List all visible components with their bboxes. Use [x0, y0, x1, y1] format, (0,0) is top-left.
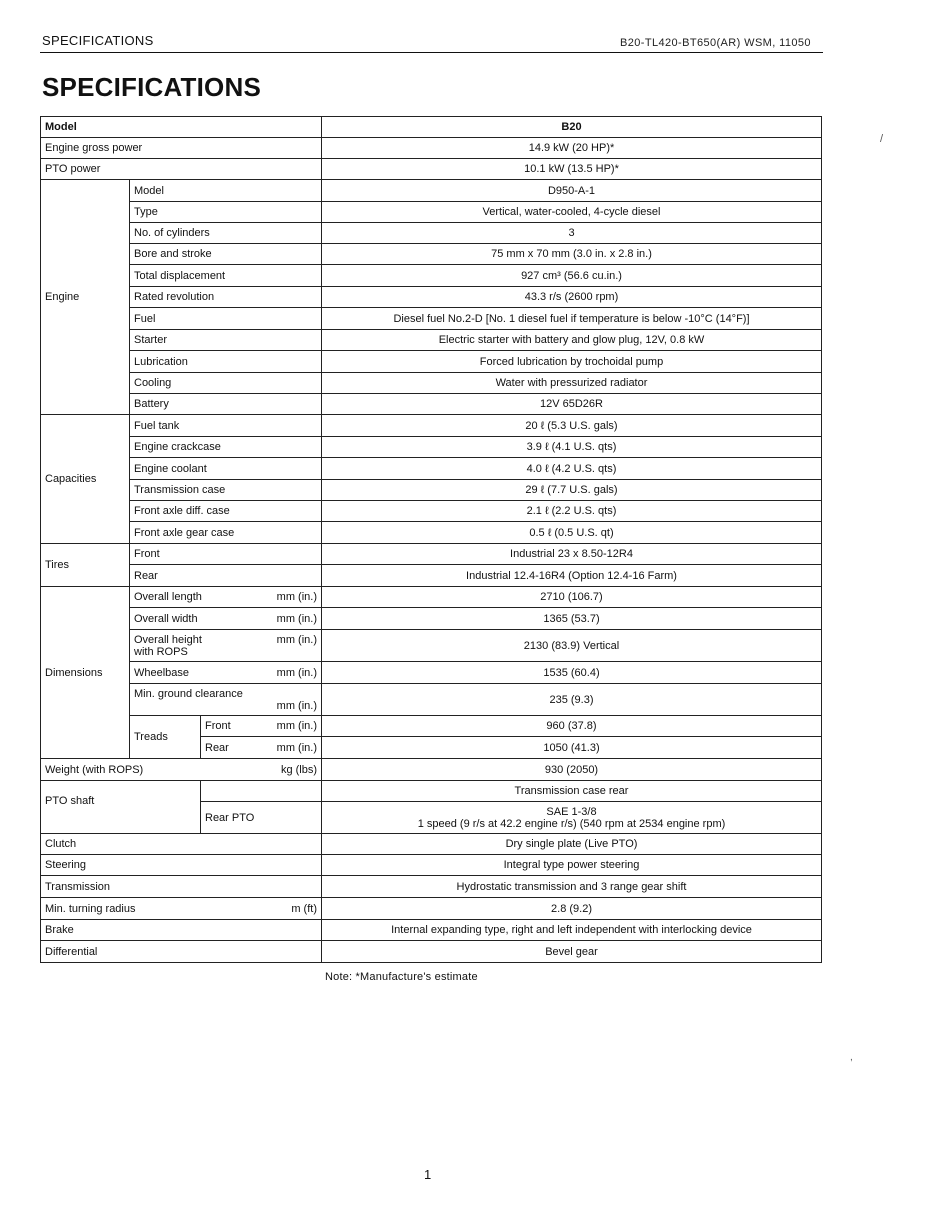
engine-group-label: Engine — [41, 180, 130, 415]
tire-rear-label: Rear — [130, 565, 322, 587]
table-row — [41, 716, 822, 737]
overall-length-label: Overall length — [134, 591, 202, 603]
ground-clearance-value: 235 (9.3) — [322, 684, 822, 716]
rated-revolution-value: 43.3 r/s (2600 rpm) — [322, 287, 822, 308]
engine-gross-power-value: 14.9 kW (20 HP)* — [322, 138, 822, 159]
treads-label: Treads — [130, 716, 201, 759]
wheelbase-value: 1535 (60.4) — [322, 662, 822, 684]
fuel-tank-label: Fuel tank — [130, 415, 322, 437]
model-header-label: Model — [41, 117, 322, 138]
table-row — [41, 394, 822, 415]
turning-radius-value: 2.8 (9.2) — [322, 898, 822, 920]
table-row — [41, 458, 822, 480]
bore-stroke-label: Bore and stroke — [130, 244, 322, 265]
rear-pto-value-1: SAE 1-3/8 — [546, 805, 597, 818]
specifications-table — [40, 116, 822, 963]
lubrication-value: Forced lubrication by trochoidal pump — [322, 351, 822, 373]
transmission-label: Transmission — [41, 876, 322, 898]
table-row — [41, 351, 822, 373]
engine-type-value: Vertical, water-cooled, 4-cycle diesel — [322, 202, 822, 223]
engine-type-label: Type — [130, 202, 322, 223]
fuel-value: Diesel fuel No.2-D [No. 1 diesel fuel if temperature is below -10°C (14°F)] — [322, 308, 822, 330]
table-row — [41, 480, 822, 501]
pto-power-label: PTO power — [41, 159, 322, 180]
lubrication-label: Lubrication — [130, 351, 322, 373]
page-number: 1 — [424, 1167, 432, 1182]
bore-stroke-value: 75 mm x 70 mm (3.0 in. x 2.8 in.) — [322, 244, 822, 265]
front-axle-diff-value: 2.1 ℓ (2.2 U.S. qts) — [322, 501, 822, 522]
transmission-case-value: 29 ℓ (7.7 U.S. gals) — [322, 480, 822, 501]
weight-label: Weight (with ROPS) — [45, 763, 144, 776]
tread-front-value: 960 (37.8) — [322, 716, 822, 737]
overall-height-label: Overall height — [134, 633, 202, 646]
overall-length-value: 2710 (106.7) — [322, 587, 822, 608]
brake-value: Internal expanding type, right and left independent with interlocking device — [322, 920, 822, 941]
displacement-value: 927 cm³ (56.6 cu.in.) — [322, 265, 822, 287]
scan-mark: , — [850, 1052, 853, 1063]
header-section-title: SPECIFICATIONS — [42, 33, 154, 48]
overall-width-value: 1365 (53.7) — [322, 608, 822, 630]
table-row — [41, 180, 822, 202]
weight-unit-label: kg (lbs) — [280, 763, 317, 776]
engine-coolant-label: Engine coolant — [130, 458, 322, 480]
table-row — [41, 244, 822, 265]
table-row — [41, 437, 822, 458]
pto-shaft-value: Transmission case rear — [322, 781, 822, 802]
front-axle-gear-label: Front axle gear case — [130, 522, 322, 544]
table-row — [41, 855, 822, 876]
cooling-label: Cooling — [130, 373, 322, 394]
capacities-group-label: Capacities — [41, 415, 130, 544]
engine-model-value: D950-A-1 — [322, 180, 822, 202]
clutch-value: Dry single plate (Live PTO) — [322, 834, 822, 855]
table-row — [41, 159, 822, 180]
table-row — [41, 202, 822, 223]
engine-coolant-value: 4.0 ℓ (4.2 U.S. qts) — [322, 458, 822, 480]
overall-height-label-2: with ROPS — [134, 645, 188, 658]
fuel-tank-value: 20 ℓ (5.3 U.S. gals) — [322, 415, 822, 437]
tread-rear-value: 1050 (41.3) — [322, 737, 822, 759]
unit-label: mm (in.) — [276, 633, 317, 646]
table-row — [41, 117, 822, 138]
engine-crankcase-label: Engine crackcase — [130, 437, 322, 458]
tires-group-label: Tires — [41, 544, 130, 587]
pto-power-value: 10.1 kW (13.5 HP)* — [322, 159, 822, 180]
tire-rear-value: Industrial 12.4-16R4 (Option 12.4-16 Farm) — [322, 565, 822, 587]
battery-label: Battery — [130, 394, 322, 415]
pto-shaft-spacer — [201, 781, 322, 802]
differential-label: Differential — [41, 941, 322, 963]
table-row — [41, 920, 822, 941]
table-row — [41, 330, 822, 351]
unit-label: mm (in.) — [276, 741, 317, 754]
table-row — [41, 876, 822, 898]
front-axle-gear-value: 0.5 ℓ (0.5 U.S. qt) — [322, 522, 822, 544]
table-row — [41, 138, 822, 159]
table-row — [41, 308, 822, 330]
footnote: Note: *Manufacture's estimate — [325, 971, 478, 983]
overall-height-value: 2130 (83.9) Vertical — [322, 630, 822, 662]
table-row — [41, 781, 822, 802]
engine-model-label: Model — [130, 180, 322, 202]
front-axle-diff-label: Front axle diff. case — [130, 501, 322, 522]
transmission-case-label: Transmission case — [130, 480, 322, 501]
turning-radius-unit: m (ft) — [291, 902, 317, 915]
table-row — [41, 662, 822, 684]
clutch-label: Clutch — [41, 834, 322, 855]
ground-clearance-label: Min. ground clearance — [134, 687, 243, 700]
table-row — [41, 898, 822, 920]
table-row — [41, 630, 822, 662]
table-row — [41, 941, 822, 963]
steering-label: Steering — [41, 855, 322, 876]
scan-mark: / — [880, 133, 884, 145]
table-row — [41, 834, 822, 855]
table-row — [41, 684, 822, 716]
dimensions-group-label: Dimensions — [41, 587, 130, 759]
unit-label: mm (in.) — [276, 699, 317, 712]
table-row — [41, 759, 822, 781]
table-row — [41, 587, 822, 608]
cooling-value: Water with pressurized radiator — [322, 373, 822, 394]
table-row — [41, 522, 822, 544]
table-row — [41, 544, 822, 565]
overall-width-label: Overall width — [134, 612, 198, 625]
unit-label: mm (in.) — [276, 591, 317, 603]
table-row — [41, 287, 822, 308]
table-row — [41, 265, 822, 287]
starter-value: Electric starter with battery and glow plug, 12V, 0.8 kW — [322, 330, 822, 351]
battery-value: 12V 65D26R — [322, 394, 822, 415]
differential-value: Bevel gear — [322, 941, 822, 963]
unit-label: mm (in.) — [276, 612, 317, 625]
cylinders-label: No. of cylinders — [130, 223, 322, 244]
rated-revolution-label: Rated revolution — [130, 287, 322, 308]
fuel-label: Fuel — [130, 308, 322, 330]
rear-pto-value-2: 1 speed (9 r/s at 42.2 engine r/s) (540 rpm at 2534 engine rpm) — [417, 817, 726, 830]
wheelbase-label: Wheelbase — [134, 666, 190, 679]
unit-label: mm (in.) — [276, 666, 317, 679]
page-title: SPECIFICATIONS — [42, 72, 262, 102]
cylinders-value: 3 — [322, 223, 822, 244]
pto-shaft-group-label: PTO shaft — [41, 781, 201, 834]
brake-label: Brake — [41, 920, 322, 941]
transmission-value: Hydrostatic transmission and 3 range gear shift — [322, 876, 822, 898]
model-header-value: B20 — [322, 117, 822, 138]
header-document-code: B20-TL420-BT650(AR) WSM, 11050 — [620, 37, 811, 49]
table-row — [41, 501, 822, 522]
table-row — [41, 565, 822, 587]
tread-front-label: Front — [205, 720, 231, 732]
steering-value: Integral type power steering — [322, 855, 822, 876]
table-row — [41, 223, 822, 244]
table-row — [41, 415, 822, 437]
turning-radius-label: Min. turning radius — [45, 902, 136, 915]
engine-crankcase-value: 3.9 ℓ (4.1 U.S. qts) — [322, 437, 822, 458]
tire-front-label: Front — [130, 544, 322, 565]
table-row — [41, 373, 822, 394]
rear-pto-label: Rear PTO — [201, 802, 322, 834]
tire-front-value: Industrial 23 x 8.50-12R4 — [322, 544, 822, 565]
starter-label: Starter — [130, 330, 322, 351]
tread-rear-label: Rear — [205, 741, 229, 754]
table-row — [41, 608, 822, 630]
weight-value: 930 (2050) — [322, 759, 822, 781]
displacement-label: Total displacement — [130, 265, 322, 287]
unit-label: mm (in.) — [276, 720, 317, 732]
engine-gross-power-label: Engine gross power — [41, 138, 322, 159]
header-rule — [40, 52, 823, 53]
